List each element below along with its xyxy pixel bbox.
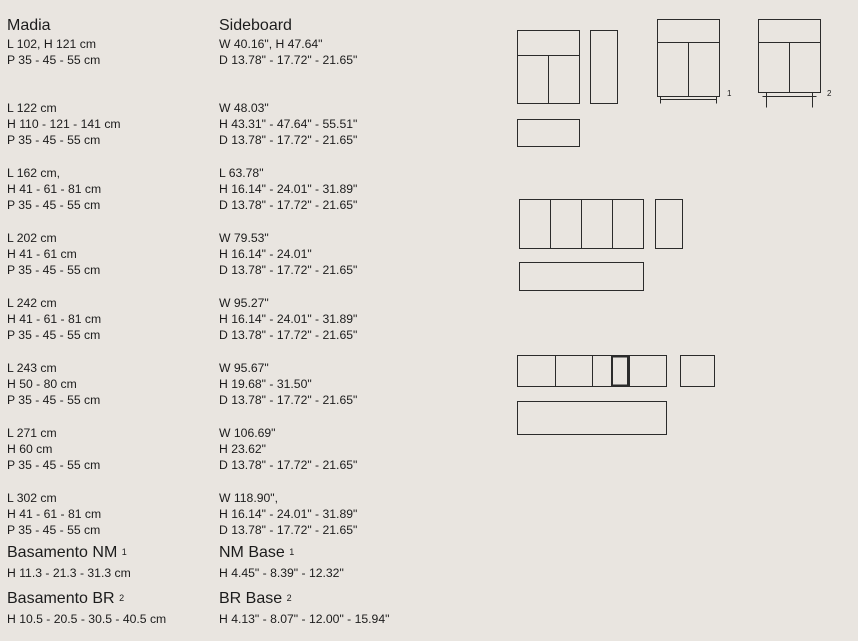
- dimension-line: H 16.14" - 24.01": [219, 247, 312, 262]
- dimension-line: H 16.14" - 24.01" - 31.89": [219, 507, 358, 522]
- base-label-1: 1: [727, 89, 732, 98]
- dimension-line: D 13.78" - 17.72" - 21.65": [219, 458, 358, 473]
- dimension-line: W 95.27": [219, 296, 269, 310]
- dimension-line: P 35 - 45 - 55 cm: [7, 53, 101, 68]
- dimension-line: H 16.14" - 24.01" - 31.89": [219, 182, 358, 197]
- madia-202-side-drawing: [681, 356, 715, 387]
- dimension-line: H 41 - 61 - 81 cm: [7, 312, 102, 327]
- dimension-line: L 271 cm: [7, 426, 57, 440]
- dimension-line: D 13.78" - 17.72" - 21.65": [219, 393, 358, 408]
- dimension-line: H 41 - 61 cm: [7, 247, 77, 262]
- dimension-line: W 95.67": [219, 361, 269, 375]
- base-label-2: 2: [827, 89, 832, 98]
- dimension-line: L 63.78": [219, 166, 264, 180]
- br-base-value: H 4.13" - 8.07" - 12.00" - 15.94": [219, 612, 390, 626]
- dimension-line: D 13.78" - 17.72" - 21.65": [219, 523, 358, 538]
- madia-102-top-drawing: [518, 120, 580, 147]
- madia-162-side-drawing: [656, 200, 683, 249]
- dimension-line: W 48.03": [219, 101, 269, 115]
- dimension-line: L 242 cm: [7, 296, 57, 310]
- dimension-line: D 13.78" - 17.72" - 21.65": [219, 133, 358, 148]
- dimension-line: H 50 - 80 cm: [7, 377, 77, 392]
- nm-base-value: H 4.45" - 8.39" - 12.32": [219, 566, 344, 580]
- dimension-line: H 41 - 61 - 81 cm: [7, 507, 102, 522]
- dimension-line: H 19.68" - 31.50": [219, 377, 312, 392]
- madia-122-br-base-drawing: [759, 20, 821, 108]
- madia-162-top-drawing: [520, 263, 644, 291]
- dimension-line: P 35 - 45 - 55 cm: [7, 458, 101, 473]
- basamento-br-title: Basamento BR $^2$: [7, 590, 125, 607]
- dimension-line: P 35 - 45 - 55 cm: [7, 198, 101, 213]
- madia-102-side-drawing: [591, 31, 618, 104]
- madia-102-front-drawing: [518, 31, 580, 104]
- dimension-line: L 122 cm: [7, 101, 57, 115]
- dimension-line: L 102, H 121 cm: [7, 37, 96, 51]
- dimension-line: H 23.62": [219, 442, 267, 457]
- br-base-title: BR Base $^2$: [219, 590, 292, 607]
- dimension-line: W 79.53": [219, 231, 269, 245]
- basamento-nm-title: Basamento NM $^1$: [7, 544, 127, 561]
- dimension-line: D 13.78" - 17.72" - 21.65": [219, 328, 358, 343]
- nm-base-title: NM Base $^1$: [219, 544, 295, 561]
- sideboard-title: Sideboard: [219, 17, 292, 34]
- dimension-line: W 106.69": [219, 426, 276, 440]
- dimension-line: P 35 - 45 - 55 cm: [7, 263, 101, 278]
- dimension-line: P 35 - 45 - 55 cm: [7, 133, 101, 148]
- dimension-line: D 13.78" - 17.72" - 21.65": [219, 263, 358, 278]
- dimension-line: H 16.14" - 24.01" - 31.89": [219, 312, 358, 327]
- dimension-line: D 13.78" - 17.72" - 21.65": [219, 53, 358, 68]
- madia-202-front-drawing: [518, 356, 667, 387]
- dimension-line: L 162 cm,: [7, 166, 61, 180]
- dimension-line: L 243 cm: [7, 361, 57, 375]
- basamento-br-value: H 10.5 - 20.5 - 30.5 - 40.5 cm: [7, 612, 167, 626]
- dimension-line: W 118.90",: [219, 491, 278, 505]
- dimension-line: P 35 - 45 - 55 cm: [7, 393, 101, 408]
- dimension-line: P 35 - 45 - 55 cm: [7, 523, 101, 538]
- madia-162-front-drawing: [520, 200, 644, 249]
- madia-title: Madia: [7, 17, 51, 34]
- madia-202-top-drawing: [518, 402, 667, 435]
- madia-122-nm-base-drawing: [658, 20, 720, 104]
- dimension-line: L 202 cm: [7, 231, 57, 245]
- dimension-line: P 35 - 45 - 55 cm: [7, 328, 101, 343]
- dimension-line: H 60 cm: [7, 442, 53, 457]
- dimension-line: H 110 - 121 - 141 cm: [7, 117, 121, 132]
- basamento-nm-value: H 11.3 - 21.3 - 31.3 cm: [7, 566, 131, 580]
- dimension-line: L 302 cm: [7, 491, 57, 505]
- dimension-line: W 40.16", H 47.64": [219, 37, 323, 51]
- dimension-line: H 41 - 61 - 81 cm: [7, 182, 102, 197]
- dimension-line: D 13.78" - 17.72" - 21.65": [219, 198, 358, 213]
- dimension-line: H 43.31" - 47.64" - 55.51": [219, 117, 358, 132]
